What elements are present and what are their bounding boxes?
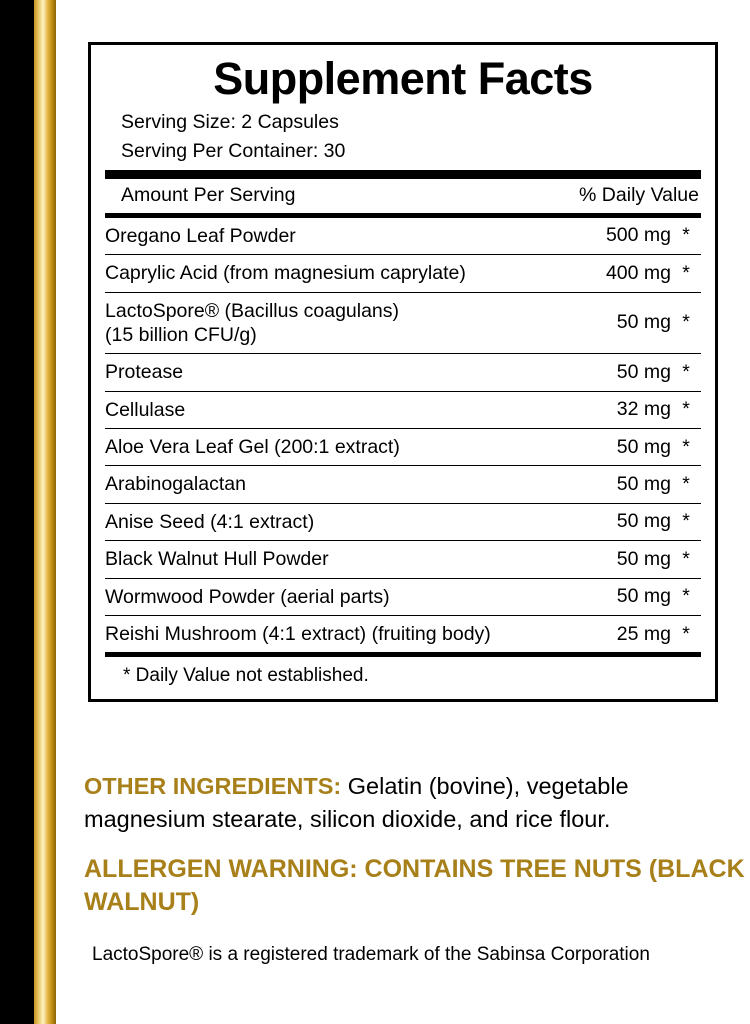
ingredient-row xyxy=(105,578,701,615)
ingredient-daily-value: * xyxy=(671,615,701,652)
decorative-left-border xyxy=(0,0,76,1024)
ingredient-row xyxy=(105,292,701,354)
ingredient-name: Protease xyxy=(105,354,579,391)
ingredient-name: Anise Seed (4:1 extract) xyxy=(105,503,579,540)
ingredient-amount: 50 mg xyxy=(579,354,671,391)
black-stripe xyxy=(0,0,34,1024)
serving-size: Serving Size: 2 Capsules xyxy=(121,111,339,134)
serving-per-container: Serving Per Container: 30 xyxy=(121,139,346,162)
ingredient-amount: 500 mg xyxy=(605,224,671,247)
ingredient-daily-value: * xyxy=(671,292,701,354)
label-content xyxy=(84,0,750,1024)
ingredient-daily-value: * xyxy=(671,354,701,391)
ingredient-name: Cellulase xyxy=(105,391,579,428)
ingredient-name: Arabinogalactan xyxy=(105,466,579,503)
ingredient-name: Aloe Vera Leaf Gel (200:1 extract) xyxy=(105,429,579,466)
ingredient-name: Caprylic Acid (from magnesium caprylate) xyxy=(105,255,579,292)
ingredient-amount: 25 mg xyxy=(579,615,671,652)
ingredient-daily-value: * xyxy=(682,224,690,247)
ingredient-name: Oregano Leaf Powder xyxy=(105,224,296,247)
ingredient-daily-value: * xyxy=(671,391,701,428)
ingredient-daily-value: * xyxy=(671,541,701,578)
daily-value-label: % Daily Value xyxy=(579,183,699,206)
ingredient-row xyxy=(105,255,701,292)
ingredient-daily-value: * xyxy=(671,255,701,292)
ingredients-table xyxy=(105,218,701,653)
ingredient-amount: 50 mg xyxy=(579,578,671,615)
below-panel-text xyxy=(84,770,750,966)
white-gap xyxy=(56,0,76,1024)
rule-thick-top xyxy=(105,170,701,179)
ingredient-daily-value: * xyxy=(671,503,701,540)
ingredient-amount: 400 mg xyxy=(579,255,671,292)
ingredient-row xyxy=(105,541,701,578)
ingredient-amount: 50 mg xyxy=(579,541,671,578)
ingredient-row xyxy=(105,218,701,255)
amount-header-row xyxy=(105,179,701,213)
ingredient-row xyxy=(105,429,701,466)
ingredient-amount: 32 mg xyxy=(579,391,671,428)
ingredient-amount: 50 mg xyxy=(579,503,671,540)
ingredient-row xyxy=(105,615,701,652)
ingredient-amount: 50 mg xyxy=(579,466,671,503)
supplement-facts-panel xyxy=(88,42,718,702)
amount-per-serving-label: Amount Per Serving xyxy=(121,183,296,206)
ingredient-name: Black Walnut Hull Powder xyxy=(105,541,579,578)
daily-value-footnote: * Daily Value not established. xyxy=(123,665,369,687)
other-ingredients-text: Gelatin (bovine), vegetable magnesium stearate, silicon dioxide, and rice flour. xyxy=(84,773,629,833)
other-ingredients-label: OTHER INGREDIENTS: xyxy=(84,773,342,799)
ingredient-amount: 50 mg xyxy=(579,429,671,466)
panel-title: Supplement Facts xyxy=(213,53,593,104)
ingredient-daily-value: * xyxy=(671,466,701,503)
ingredient-row xyxy=(105,466,701,503)
ingredient-amount: 50 mg xyxy=(579,292,671,354)
allergen-warning: ALLERGEN WARNING: CONTAINS TREE NUTS (BLACK WALNUT) xyxy=(84,854,745,917)
gold-stripe xyxy=(34,0,56,1024)
ingredient-row xyxy=(105,354,701,391)
other-ingredients xyxy=(84,770,750,837)
ingredient-row xyxy=(105,503,701,540)
ingredient-daily-value: * xyxy=(671,429,701,466)
ingredient-name: LactoSpore® (Bacillus coagulans) (15 billion CFU/g) xyxy=(105,292,579,354)
ingredient-row xyxy=(105,391,701,428)
ingredient-name: Wormwood Powder (aerial parts) xyxy=(105,578,579,615)
trademark-note: LactoSpore® is a registered trademark of the Sabinsa Corporation xyxy=(92,944,650,966)
ingredient-name: Reishi Mushroom (4:1 extract) (fruiting body) xyxy=(105,615,579,652)
ingredient-daily-value: * xyxy=(671,578,701,615)
